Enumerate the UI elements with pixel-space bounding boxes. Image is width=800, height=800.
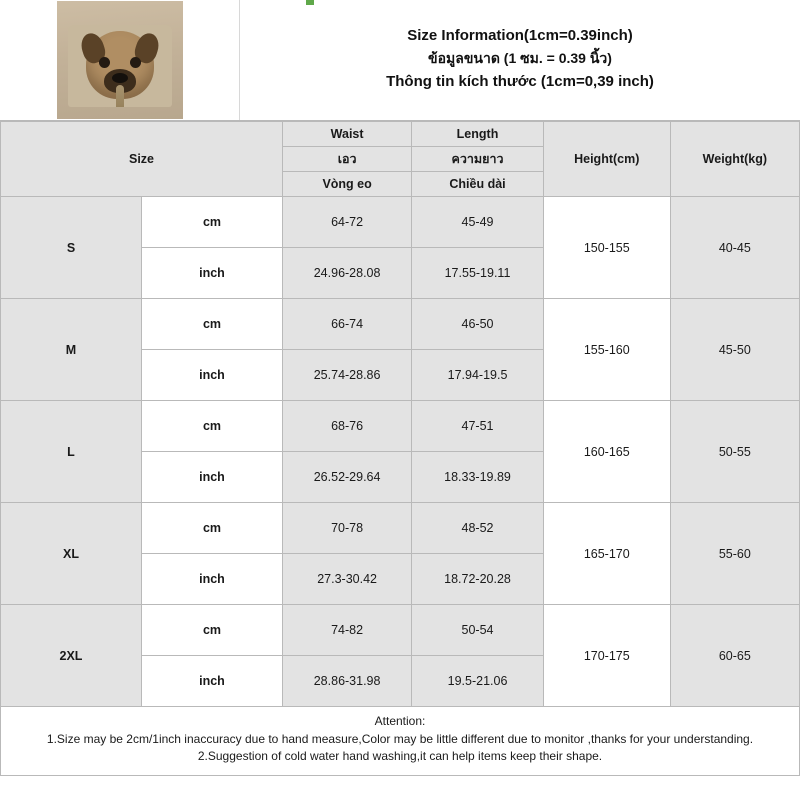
waist-cm-s: 64-72 <box>282 197 411 248</box>
waist-inch-xl: 27.3-30.42 <box>282 554 411 605</box>
weight-l: 50-55 <box>670 401 799 503</box>
header-length-en: Length <box>412 122 544 147</box>
height-xl: 165-170 <box>543 503 670 605</box>
size-label-xl: XL <box>1 503 142 605</box>
unit-inch-s: inch <box>141 248 282 299</box>
attention-label: Attention: <box>374 714 426 728</box>
header-weight: Weight(kg) <box>670 122 799 197</box>
waist-inch-m: 25.74-28.86 <box>282 350 411 401</box>
pug-eye-left <box>99 57 110 68</box>
length-cm-xl: 48-52 <box>412 503 544 554</box>
table-row <box>1 503 800 554</box>
title-vi: Thông tin kích thước (1cm=0,39 inch) <box>386 72 654 90</box>
length-inch-xl: 18.72-20.28 <box>412 554 544 605</box>
pug-eye-right <box>130 57 141 68</box>
length-cm-s: 45-49 <box>412 197 544 248</box>
title-block <box>240 0 800 120</box>
length-inch-l: 18.33-19.89 <box>412 452 544 503</box>
footer-note-1: 1.Size may be 2cm/1inch inaccuracy due to hand measure,Color may be little different due to monitor ,thanks for your understanding. <box>46 732 754 746</box>
product-image-cell <box>0 0 240 120</box>
unit-cm-2xl: cm <box>141 605 282 656</box>
header-waist-vi: Vòng eo <box>282 172 411 197</box>
pug-nose <box>112 73 128 83</box>
unit-inch-l: inch <box>141 452 282 503</box>
weight-s: 40-45 <box>670 197 799 299</box>
title-th: ข้อมูลขนาด (1 ซม. = 0.39 นิ้ว) <box>428 49 612 66</box>
table-row <box>1 197 800 248</box>
header-waist-th: เอว <box>282 147 411 172</box>
weight-2xl: 60-65 <box>670 605 799 707</box>
header-size: Size <box>1 122 283 197</box>
shorts-graphic <box>68 25 172 107</box>
height-m: 155-160 <box>543 299 670 401</box>
table-row <box>1 299 800 350</box>
unit-cm-xl: cm <box>141 503 282 554</box>
chart-header <box>0 0 800 121</box>
length-cm-2xl: 50-54 <box>412 605 544 656</box>
waist-inch-l: 26.52-29.64 <box>282 452 411 503</box>
size-label-l: L <box>1 401 142 503</box>
waist-cm-m: 66-74 <box>282 299 411 350</box>
weight-m: 45-50 <box>670 299 799 401</box>
header-waist-en: Waist <box>282 122 411 147</box>
size-label-m: M <box>1 299 142 401</box>
waist-cm-2xl: 74-82 <box>282 605 411 656</box>
length-inch-s: 17.55-19.11 <box>412 248 544 299</box>
shorts-leg-split <box>116 85 124 107</box>
unit-inch-m: inch <box>141 350 282 401</box>
unit-cm-s: cm <box>141 197 282 248</box>
height-l: 160-165 <box>543 401 670 503</box>
header-height: Height(cm) <box>543 122 670 197</box>
height-2xl: 170-175 <box>543 605 670 707</box>
size-label-2xl: 2XL <box>1 605 142 707</box>
waist-inch-s: 24.96-28.08 <box>282 248 411 299</box>
waist-inch-2xl: 28.86-31.98 <box>282 656 411 707</box>
title-en: Size Information(1cm=0.39inch) <box>407 26 633 44</box>
product-photo <box>57 1 183 119</box>
unit-cm-l: cm <box>141 401 282 452</box>
unit-inch-2xl: inch <box>141 656 282 707</box>
length-cm-l: 47-51 <box>412 401 544 452</box>
length-cm-m: 46-50 <box>412 299 544 350</box>
unit-inch-xl: inch <box>141 554 282 605</box>
header-length-vi: Chiều dài <box>412 172 544 197</box>
waist-cm-l: 68-76 <box>282 401 411 452</box>
table-header-row-1 <box>1 122 800 147</box>
size-table <box>0 121 800 707</box>
accent-dot <box>306 0 314 5</box>
table-row <box>1 605 800 656</box>
header-length-th: ความยาว <box>412 147 544 172</box>
footer-notes <box>0 707 800 776</box>
height-s: 150-155 <box>543 197 670 299</box>
length-inch-m: 17.94-19.5 <box>412 350 544 401</box>
length-inch-2xl: 19.5-21.06 <box>412 656 544 707</box>
table-row <box>1 401 800 452</box>
unit-cm-m: cm <box>141 299 282 350</box>
weight-xl: 55-60 <box>670 503 799 605</box>
footer-note-2: 2.Suggestion of cold water hand washing,it can help items keep their shape. <box>197 749 603 763</box>
size-label-s: S <box>1 197 142 299</box>
waist-cm-xl: 70-78 <box>282 503 411 554</box>
